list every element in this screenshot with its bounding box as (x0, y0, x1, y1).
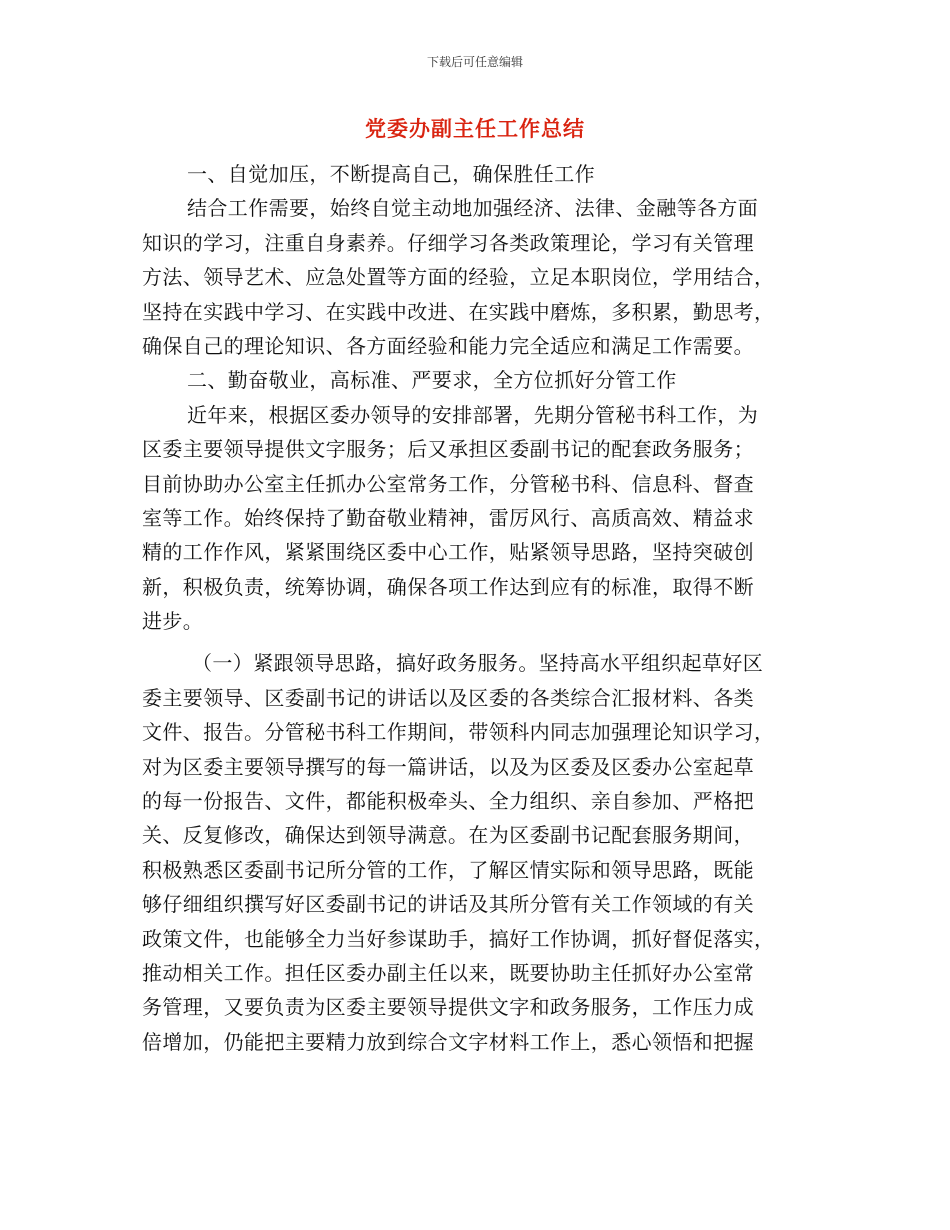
paragraph-line: 确保自己的理论知识、各方面经验和能力完全适应和满足工作需要。 (142, 333, 754, 358)
paragraph-line: 够仔细组织撰写好区委副书记的讲话及其所分管有关工作领域的有关 (142, 892, 754, 917)
paragraph-line: 目前协助办公室主任抓办公室常务工作，分管秘书科、信息科、督查 (142, 471, 754, 496)
paragraph-line: 政策文件，也能够全力当好参谋助手，搞好工作协调，抓好督促落实， (142, 926, 775, 951)
paragraph-line: 新，积极负责，统筹协调，确保各项工作达到应有的标准，取得不断 (142, 574, 754, 599)
subsection-line: （一）紧跟领导思路，搞好政务服务。坚持高水平组织起草好区 (192, 651, 764, 676)
section-heading-2: 二、勤奋敬业，高标准、严要求，全方位抓好分管工作 (187, 368, 677, 393)
paragraph-line: 务管理，又要负责为区委主要领导提供文字和政务服务，工作压力成 (142, 995, 754, 1020)
document-title: 党委办副主任工作总结 (365, 116, 585, 141)
paragraph-line: 委主要领导、区委副书记的讲话以及区委的各类综合汇报材料、各类 (142, 685, 754, 710)
paragraph-line: 近年来，根据区委办领导的安排部署，先期分管秘书科工作，为 (187, 402, 759, 427)
paragraph-line: 坚持在实践中学习、在实践中改进、在实践中磨炼，多积累，勤思考， (142, 299, 775, 324)
paragraph-line: 室等工作。始终保持了勤奋敬业精神，雷厉风行、高质高效、精益求 (142, 505, 754, 530)
page-header-note: 下载后可任意编辑 (426, 55, 523, 69)
paragraph-line: 对为区委主要领导撰写的每一篇讲话，以及为区委及区委办公室起草 (142, 754, 754, 779)
paragraph-line: 区委主要领导提供文字服务；后又承担区委副书记的配套政务服务； (142, 437, 754, 462)
paragraph-line: 推动相关工作。担任区委办副主任以来，既要协助主任抓好办公室常 (142, 960, 754, 985)
paragraph-line: 进步。 (142, 609, 204, 634)
paragraph-line: 倍增加，仍能把主要精力放到综合文字材料工作上，悉心领悟和把握 (142, 1029, 754, 1054)
paragraph-line: 关、反复修改，确保达到领导满意。在为区委副书记配套服务期间， (142, 823, 754, 848)
paragraph-line: 的每一份报告、文件，都能积极牵头、全力组织、亲自参加、严格把 (142, 789, 754, 814)
paragraph-line: 文件、报告。分管秘书科工作期间，带领科内同志加强理论知识学习， (142, 720, 775, 745)
paragraph-line: 方法、领导艺术、应急处置等方面的经验，立足本职岗位，学用结合， (142, 265, 775, 290)
paragraph-line: 结合工作需要，始终自觉主动地加强经济、法律、金融等各方面 (187, 196, 759, 221)
paragraph-gap (142, 638, 812, 646)
paragraph-line: 知识的学习，注重自身素养。仔细学习各类政策理论，学习有关管理 (142, 230, 754, 255)
paragraph-line: 精的工作作风，紧紧围绕区委中心工作，贴紧领导思路，坚持突破创 (142, 540, 754, 565)
document-body (142, 157, 812, 1059)
section-heading-1: 一、自觉加压，不断提高自己，确保胜任工作 (187, 162, 595, 186)
paragraph-line: 积极熟悉区委副书记所分管的工作，了解区情实际和领导思路，既能 (142, 857, 754, 882)
